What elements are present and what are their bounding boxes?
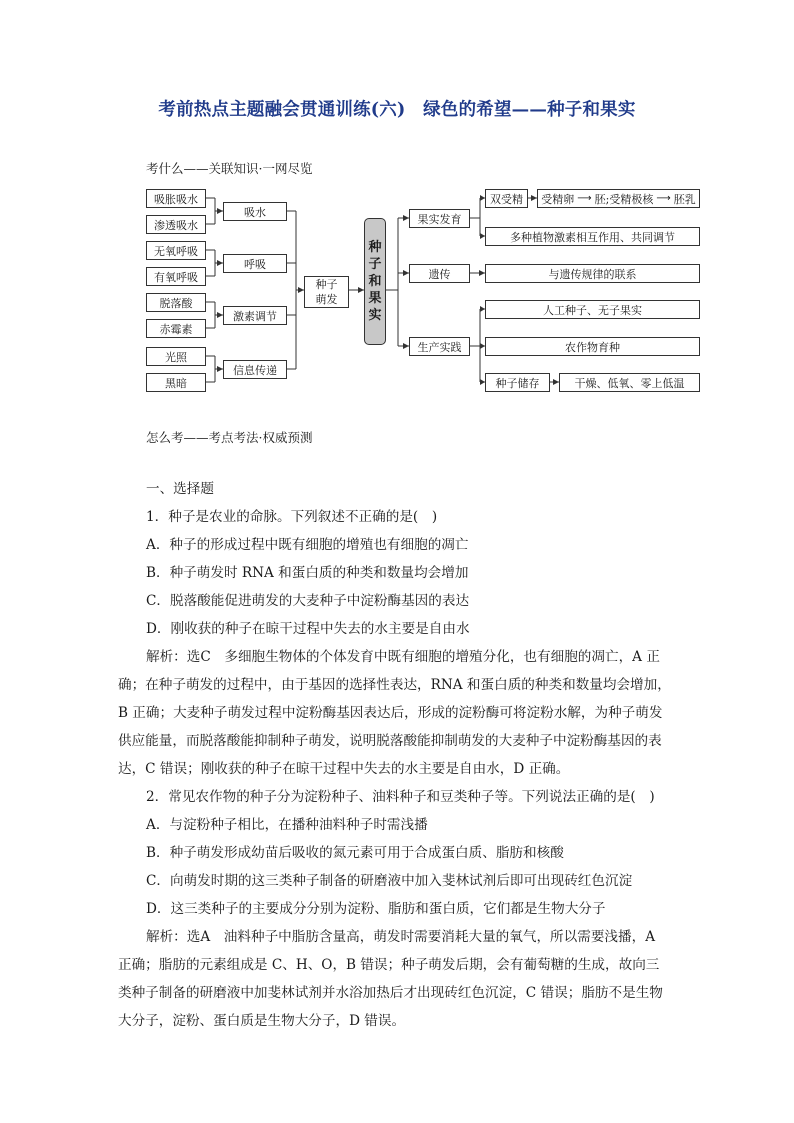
- q2-explanation-line: 解析：选A 油料种子中脂肪含量高，萌发时需要消耗大量的氧气，所以需要浅播，A: [146, 929, 656, 945]
- box-artificial-seed: 人工种子、无子果实: [485, 300, 700, 319]
- arrow-right-icon: ⟶: [577, 193, 592, 204]
- central-topic: [364, 218, 386, 345]
- chain-embryo: 胚;受精极核: [594, 192, 654, 206]
- box-genetic-laws: 与遗传规律的联系: [485, 264, 700, 283]
- box-light: 光照: [146, 347, 206, 366]
- q1-explanation-line: 确；在种子萌发的过程中，由于基因的选择性表达，RNA 和蛋白质的种类和数量均会增加，: [118, 677, 671, 693]
- q2-explanation-line: 正确；脂肪的元素组成是 C、H、O，B 错误；种子萌发后期，会有葡萄糖的生成，故向三: [118, 957, 660, 973]
- q1-option-a: A．种子的形成过程中既有细胞的增殖也有细胞的凋亡: [146, 537, 469, 553]
- box-double-fertilization: 双受精: [485, 189, 528, 208]
- q2-explanation-line: 大分子，淀粉、蛋白质是生物大分子，D 错误。: [118, 1013, 406, 1029]
- q2-option-b: B．种子萌发形成幼苗后吸收的氮元素可用于合成蛋白质、脂肪和核酸: [146, 845, 564, 861]
- q1-option-d: D．刚收获的种子在晾干过程中失去的水主要是自由水: [146, 621, 470, 637]
- box-osmotic: 渗透吸水: [146, 215, 206, 234]
- box-fruit-development: 果实发育: [409, 209, 470, 228]
- q2-option-c: C．向萌发时期的这三类种子制备的研磨液中加入斐林试剂后即可出现砖红色沉淀: [146, 873, 633, 889]
- germination-line-1: 种子: [315, 278, 338, 291]
- section-heading-what: 考什么——关联知识·一网尽览: [146, 161, 313, 176]
- q2-option-d: D．这三类种子的主要成分分别为淀粉、脂肪和蛋白质，它们都是生物大分子: [146, 901, 606, 917]
- box-hormone-regulation: 激素调节: [223, 306, 287, 325]
- box-genetics: 遗传: [409, 264, 470, 283]
- arrow-right-icon: ⟶: [656, 193, 671, 204]
- central-char-3: 和: [368, 274, 382, 289]
- connector-lines: [0, 180, 794, 400]
- question-heading: 一、选择题: [146, 481, 214, 497]
- q2-option-a: A．与淀粉种子相比，在播种油料种子时需浅播: [146, 817, 428, 833]
- chain-endosperm: 胚乳: [673, 192, 696, 206]
- box-dark: 黑暗: [146, 373, 206, 392]
- box-water-absorption: 吸水: [223, 202, 287, 221]
- central-char-5: 实: [368, 308, 382, 323]
- box-aerobic: 有氧呼吸: [146, 267, 206, 286]
- q2-explanation-line: 类种子制备的研磨液中加斐林试剂并水浴加热后才出现砖红色沉淀，C 错误；脂肪不是生物: [118, 985, 663, 1001]
- q1-explanation-line: 供应能量，而脱落酸能抑制种子萌发，说明脱落酸能抑制萌发的大麦种子中淀粉酶基因的表: [118, 733, 662, 749]
- q1-stem: 1．种子是农业的命脉。下列叙述不正确的是( ): [146, 509, 438, 525]
- box-gibberellin: 赤霉素: [146, 319, 206, 338]
- q2-stem: 2．常见农作物的种子分为淀粉种子、油料种子和豆类种子等。下列说法正确的是( ): [146, 789, 655, 805]
- box-fertilization-chain: [537, 189, 700, 208]
- box-crop-breeding: 农作物育种: [485, 337, 700, 356]
- chain-zygote: 受精卵: [541, 192, 575, 206]
- box-information: 信息传递: [223, 360, 287, 379]
- box-seed-storage: 种子储存: [485, 373, 550, 392]
- section-heading-how: 怎么考——考点考法·权威预测: [146, 430, 313, 445]
- box-anaerobic: 无氧呼吸: [146, 241, 206, 260]
- q1-explanation-line: 解析：选C 多细胞生物体的个体发育中既有细胞的增殖分化，也有细胞的凋亡，A 正: [146, 649, 660, 665]
- box-respiration: 呼吸: [223, 254, 287, 273]
- q1-explanation-line: B 正确；大麦种子萌发过程中淀粉酶基因表达后，形成的淀粉酶可将淀粉水解，为种子萌发: [118, 705, 663, 721]
- question-section: [118, 475, 680, 1035]
- central-char-2: 子: [368, 257, 382, 272]
- central-char-4: 果: [368, 291, 382, 306]
- box-production: 生产实践: [409, 337, 470, 356]
- box-hormone-interaction: 多种植物激素相互作用、共同调节: [485, 227, 700, 246]
- germination-line-2: 萌发: [315, 293, 338, 306]
- box-germination: [304, 276, 349, 308]
- q1-explanation-line: 达，C 错误；刚收获的种子在晾干过程中失去的水主要是自由水，D 正确。: [118, 761, 570, 777]
- box-abscisic-acid: 脱落酸: [146, 293, 206, 312]
- box-imbibition: 吸胀吸水: [146, 189, 206, 208]
- page-title: 考前热点主题融会贯通训练(六) 绿色的希望——种子和果实: [158, 100, 636, 120]
- box-storage-conditions: 干燥、低氧、零上低温: [559, 373, 700, 392]
- central-char-1: 种: [368, 240, 382, 255]
- concept-map: [0, 180, 794, 400]
- q1-option-c: C．脱落酸能促进萌发的大麦种子中淀粉酶基因的表达: [146, 593, 470, 609]
- q1-option-b: B．种子萌发时 RNA 和蛋白质的种类和数量均会增加: [146, 565, 469, 581]
